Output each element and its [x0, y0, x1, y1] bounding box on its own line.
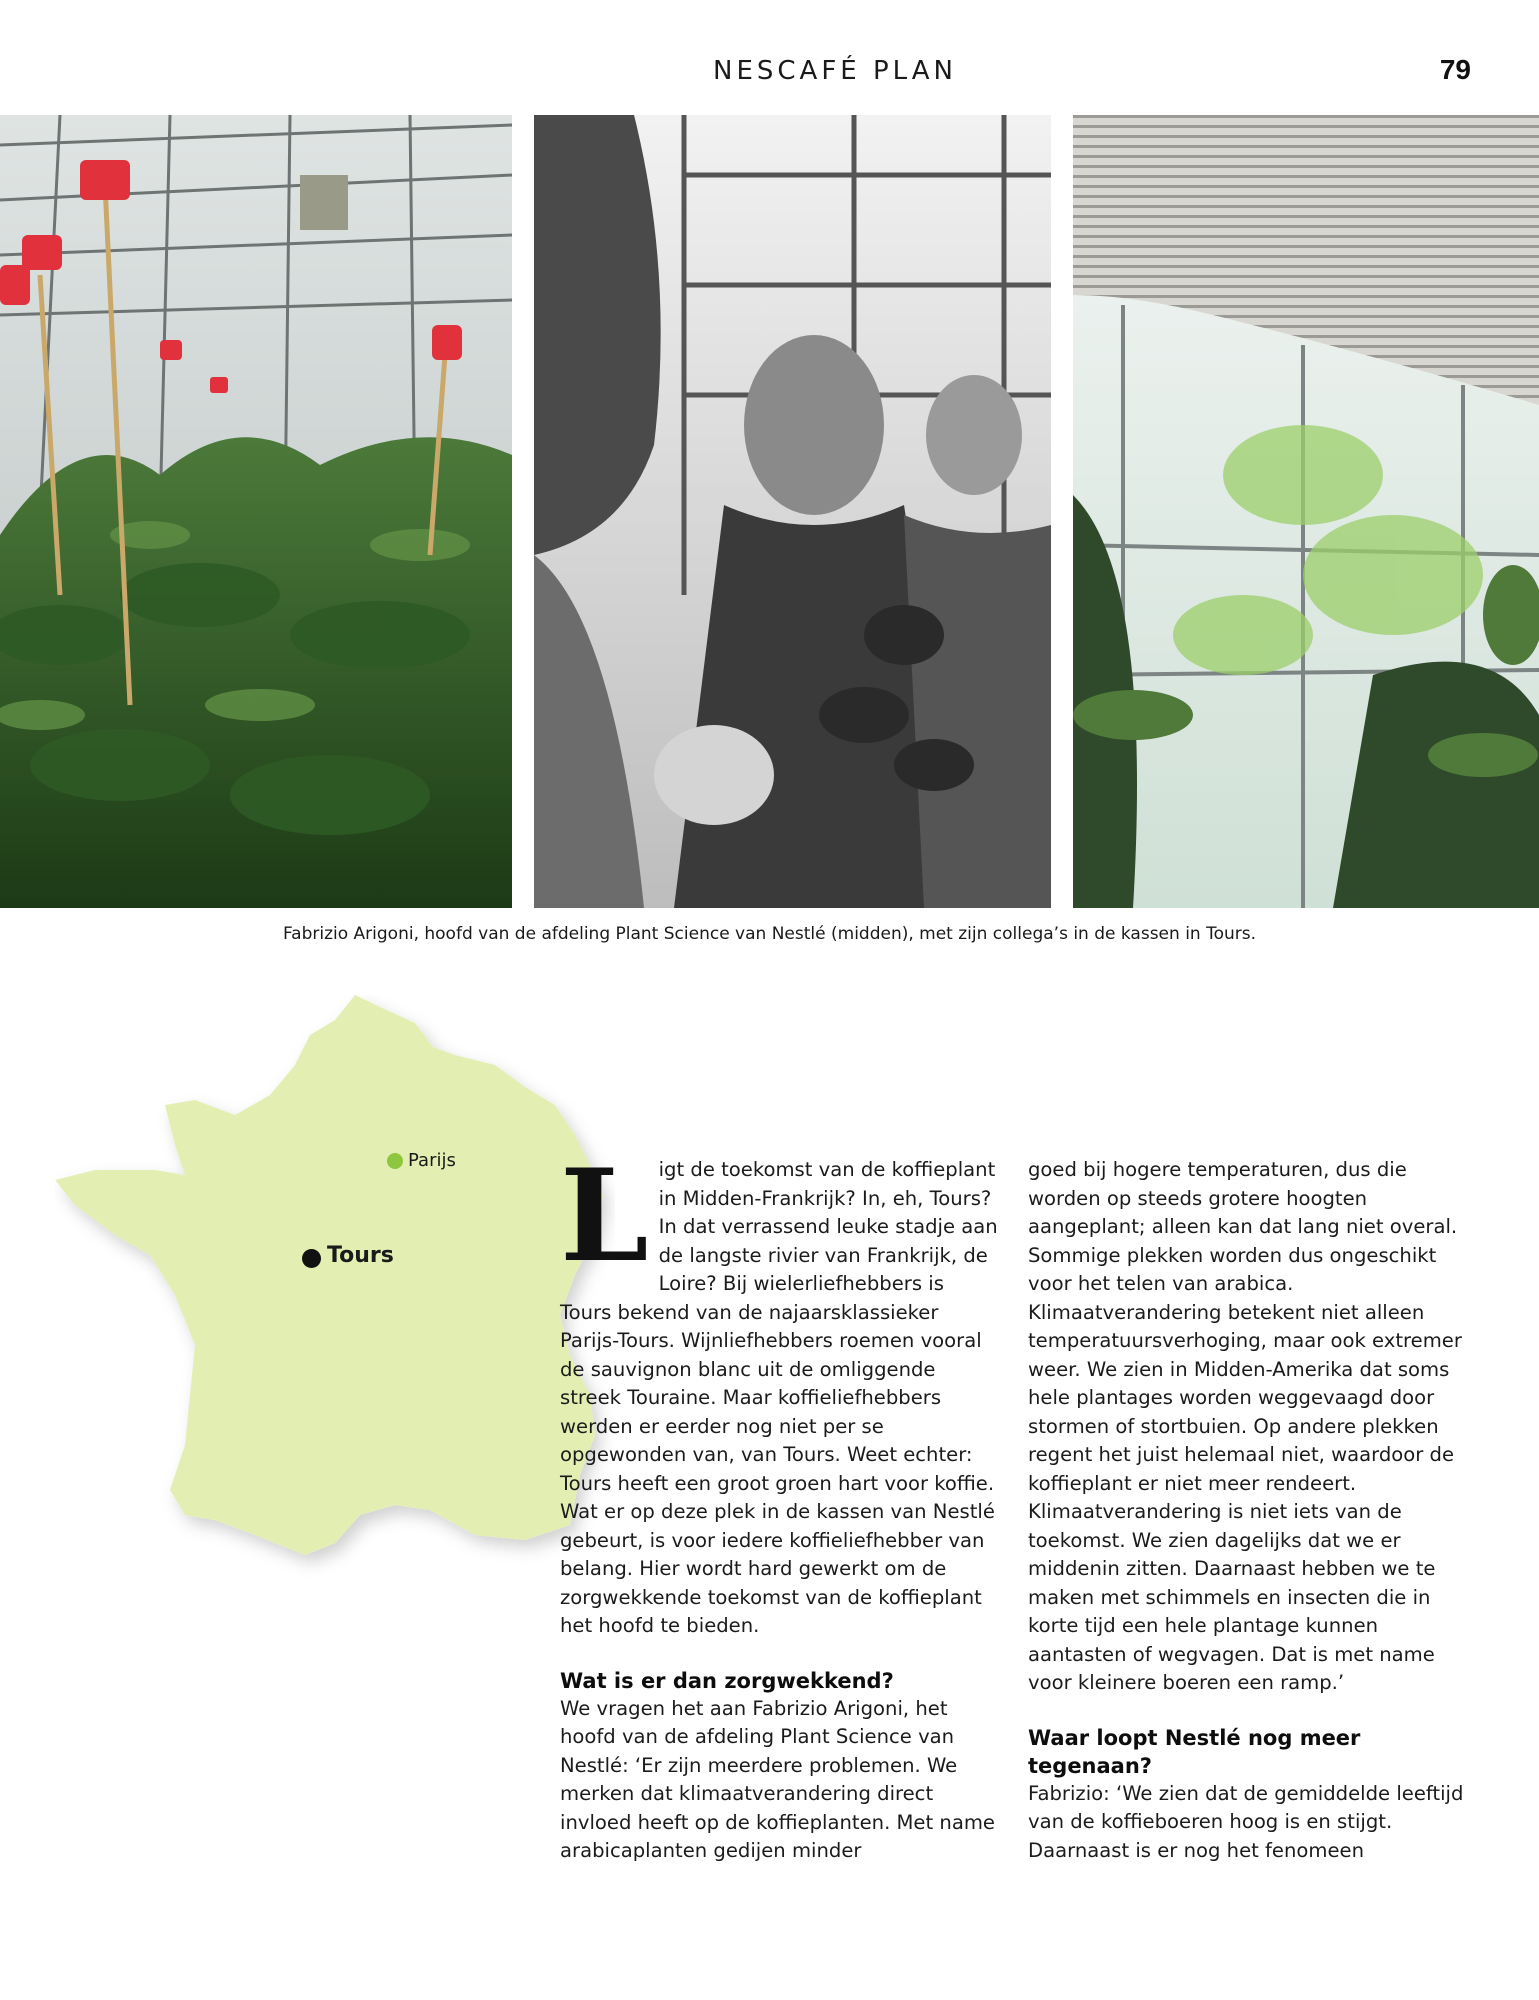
page-number: 79 — [1439, 54, 1471, 85]
tours-marker — [302, 1249, 321, 1268]
dropcap: L — [560, 1142, 649, 1290]
paris-label: Parijs — [408, 1150, 456, 1171]
greenhouse-window-plants-photo — [1073, 115, 1539, 908]
subheading-tegenaan: Waar loopt Nestlé nog meer tegenaan? — [1028, 1725, 1361, 1778]
article-column-right — [1028, 1156, 1468, 1865]
article-column-left — [560, 1142, 1000, 1866]
photo-caption: Fabrizio Arigoni, hoofd van de afdeling Plant Science van Nestlé (midden), met zijn collega’s in de kassen in Tours. — [282, 924, 1257, 944]
article-paragraph: We vragen het aan Fabrizio Arigoni, het hoofd van de afdeling Plant Science van Nestlé: ‘Er zijn meerdere problemen. We merken dat klimaatverandering direct invloed heeft op de koffieplanten. Met name arabicaplanten gedijen minder — [560, 1696, 995, 1862]
article-intro — [560, 1142, 1000, 1641]
greenhouse-coffee-plants-photo — [0, 115, 512, 908]
subheading-zorgwekkend: Wat is er dan zorgwekkend? — [560, 1668, 894, 1693]
magazine-section-title: NESCAFÉ PLAN — [713, 56, 957, 86]
france-shape — [55, 995, 603, 1555]
france-map — [55, 995, 615, 1595]
tours-label: Tours — [327, 1243, 394, 1268]
paris-marker — [387, 1153, 403, 1169]
intro-text: igt de toekomst van de koffieplant in Midden-Frankrijk? In, eh, Tours? In dat verrassend leuke stadje aan de langste rivier van Frankrijk, de Loire? Bij wielerliefhebbers is Tours bekend van de najaarsklassieker Parijs-Tours. Wijnliefhebbers roemen vooral de sauvignon blanc uit de omliggende streek Touraine. Maar koffieliefhebbers werden er eerder nog niet per se opgewonden van, van Tours. Weet echter: Tours heeft een groot groen hart voor koffie. Wat er op deze plek in de kassen van Nestlé gebeurt, is voor iedere koffieliefhebber van belang. Hier wordt hard gewerkt om de zorgwekkende toekomst van de koffieplant het hoofd te bieden. — [560, 1158, 998, 1637]
article-paragraph: goed bij hogere temperaturen, dus die worden op steeds grotere hoogten aangeplant; alleen kan dat lang niet overal. Sommige plekken worden dus ongeschikt voor het telen van arabica. Klimaatverandering betekent niet alleen temperatuursverhoging, maar ook extremer weer. We zien in Midden-Amerika dat soms hele plantages worden weggevaagd door stormen of stortbuien. Op andere plekken regent het juist helemaal niet, waardoor de koffieplant er niet meer rendeert. Klimaatverandering is niet iets van de toekomst. We zien dagelijks dat we er middenin zitten. Daarnaast hebben we te maken met schimmels en insecten die in korte tijd een hele plantage kunnen aantasten of wegvagen. Dat is met name voor kleinere boeren een ramp.’ — [1028, 1158, 1462, 1694]
article-paragraph: Fabrizio: ‘We zien dat de gemiddelde leeftijd van de koffieboeren hoog is en stijgt. Daarnaast is er nog het fenomeen — [1028, 1781, 1464, 1862]
scientists-in-greenhouse-photo — [534, 115, 1051, 908]
